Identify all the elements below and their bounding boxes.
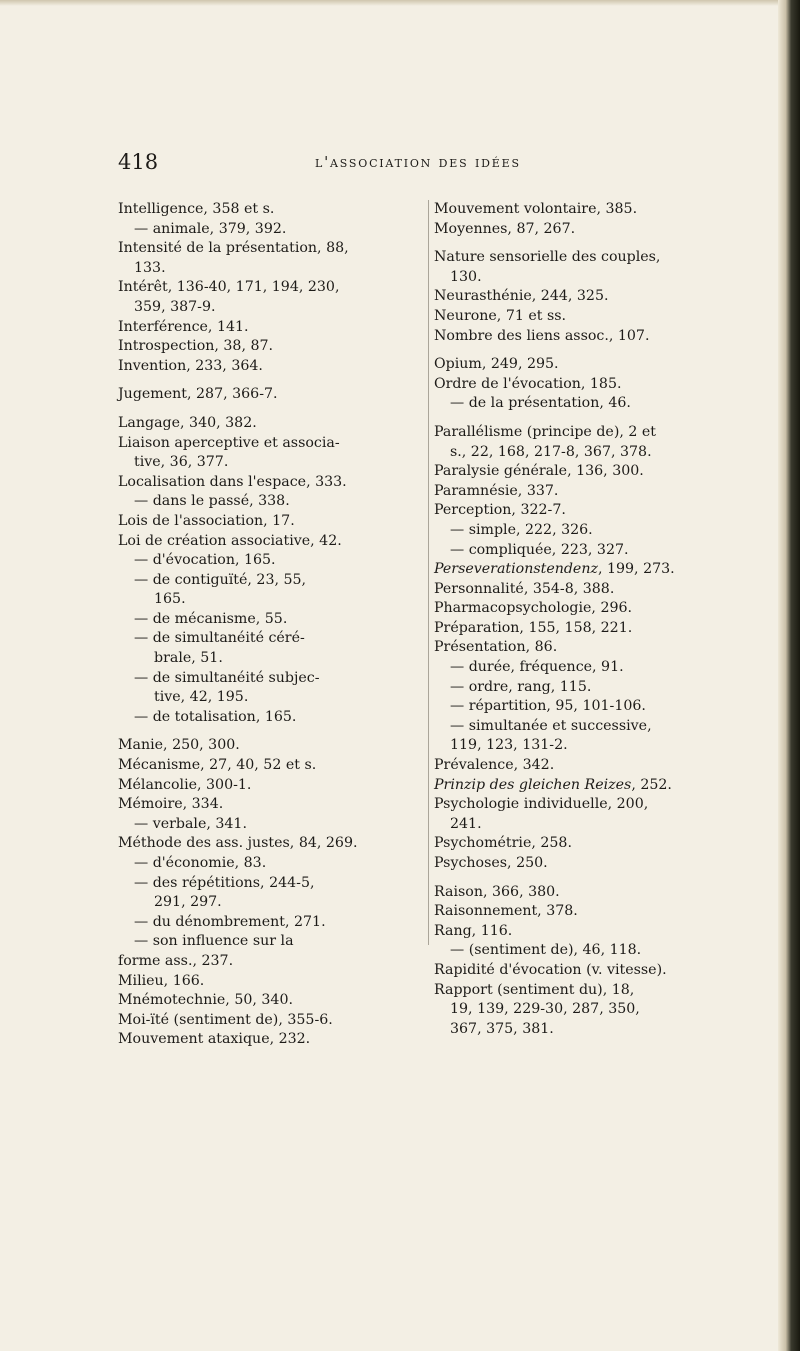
index-entry: tive, 42, 195.	[154, 689, 249, 706]
page-top-shadow	[0, 0, 800, 6]
index-entry: 291, 297.	[154, 894, 222, 911]
index-entry: Interférence, 141.	[118, 318, 249, 335]
page-header	[118, 150, 778, 186]
index-entry: Ordre de l'évocation, 185.	[434, 375, 622, 392]
index-entry: Raisonnement, 378.	[434, 903, 578, 920]
index-entry: Intérêt, 136-40, 171, 194, 230,	[118, 279, 340, 296]
index-entry: brale, 51.	[154, 650, 223, 667]
index-entry: s., 22, 168, 217-8, 367, 378.	[450, 443, 652, 460]
index-entry: — compliquée, 223, 327.	[450, 541, 629, 558]
index-entry: — de simultanéité céré-	[134, 630, 305, 647]
index-entry: Mouvement ataxique, 232.	[118, 1031, 311, 1048]
index-entry: Intensité de la présentation, 88,	[118, 240, 349, 257]
index-entry: Psychologie individuelle, 200,	[434, 796, 649, 813]
index-entry: tive, 36, 377.	[134, 454, 229, 471]
index-entry: Nature sensorielle des couples,	[434, 249, 661, 266]
index-entry: — de contiguïté, 23, 55,	[134, 571, 307, 588]
index-entry: 367, 375, 381.	[450, 1020, 554, 1037]
index-entry: Intelligence, 358 et s.	[118, 201, 275, 217]
index-entry: Introspection, 38, 87.	[118, 338, 274, 355]
index-entry: Mécanisme, 27, 40, 52 et s.	[118, 757, 317, 774]
index-entry: — de totalisation, 165.	[134, 708, 297, 725]
index-entry: Parallélisme (principe de), 2 et	[434, 423, 657, 440]
index-entry: Mémoire, 334.	[118, 796, 224, 813]
index-entry: Jugement, 287, 366-7.	[118, 386, 278, 403]
index-entry: Langage, 340, 382.	[118, 414, 257, 431]
index-entry: Paralysie générale, 136, 300.	[434, 463, 644, 480]
index-entry: — des répétitions, 244-5,	[134, 874, 315, 891]
index-entry: Raison, 366, 380.	[434, 883, 560, 900]
index-entry: 19, 139, 229-30, 287, 350,	[450, 1001, 640, 1018]
index-entry: — (sentiment de), 46, 118.	[450, 942, 642, 959]
index-entry: Psychométrie, 258.	[434, 835, 572, 852]
index-entry: — de simultanéité subjec-	[134, 669, 320, 686]
index-entry: — du dénombrement, 271.	[134, 913, 326, 930]
index-entry: Mélancolie, 300-1.	[118, 776, 252, 793]
index-entry: Moyennes, 87, 267.	[434, 220, 576, 237]
running-title: l'association des idées	[315, 153, 521, 171]
index-entry: 359, 387-9.	[134, 298, 216, 315]
index-column-right	[434, 200, 784, 1039]
index-entry: Mouvement volontaire, 385.	[434, 201, 638, 217]
index-entry: 130.	[450, 268, 482, 285]
index-entry: 241.	[450, 815, 482, 832]
index-entry: — simple, 222, 326.	[450, 521, 593, 538]
index-entry: — d'évocation, 165.	[134, 552, 276, 569]
index-entry: Rapidité d'évocation (v. vitesse).	[434, 961, 667, 978]
index-entry: — dans le passé, 338.	[134, 493, 290, 510]
index-entry: Paramnésie, 337.	[434, 482, 559, 499]
index-entry: Manie, 250, 300.	[118, 737, 240, 754]
index-entry: Neurone, 71 et ss.	[434, 307, 567, 324]
index-entry: — de mécanisme, 55.	[134, 610, 288, 627]
index-entry: Personnalité, 354-8, 388.	[434, 580, 615, 597]
index-entry: Neurasthénie, 244, 325.	[434, 288, 609, 305]
index-entry: Rang, 116.	[434, 922, 513, 939]
index-entry: forme ass., 237.	[118, 952, 234, 969]
index-entry: — simultanée et successive,	[450, 717, 652, 734]
index-entry: — durée, fréquence, 91.	[450, 659, 624, 676]
index-entry: Loi de création associative, 42.	[118, 532, 342, 549]
index-entry: Perseverationstendenz, 199, 273.	[434, 561, 675, 578]
index-entry: Moi-ïté (sentiment de), 355-6.	[118, 1011, 333, 1028]
index-entry: Invention, 233, 364.	[118, 357, 263, 374]
index-entry: Présentation, 86.	[434, 639, 558, 656]
index-entry: Opium, 249, 295.	[434, 356, 559, 373]
index-entry: Liaison aperceptive et associa-	[118, 434, 340, 451]
index-entry: Préparation, 155, 158, 221.	[434, 619, 633, 636]
index-entry: Perception, 322-7.	[434, 502, 566, 519]
index-entry: Rapport (sentiment du), 18,	[434, 981, 635, 998]
index-entry: — d'économie, 83.	[134, 855, 267, 871]
index-entry: 119, 123, 131-2.	[450, 737, 568, 754]
index-entry: — ordre, rang, 115.	[450, 678, 592, 695]
index-entry: — animale, 379, 392.	[134, 220, 287, 237]
index-entry: — verbale, 341.	[134, 815, 247, 832]
column-divider	[428, 200, 429, 945]
page-number: 418	[118, 150, 159, 174]
index-entry: — son influence sur la	[134, 933, 294, 950]
index-entry: Prévalence, 342.	[434, 757, 555, 774]
index-entry: Lois de l'association, 17.	[118, 512, 295, 529]
index-entry: Prinzip des gleichen Reizes, 252.	[434, 776, 672, 793]
index-column-left	[118, 200, 424, 1050]
index-entry: — de la présentation, 46.	[450, 395, 631, 412]
index-entry: Nombre des liens assoc., 107.	[434, 327, 650, 344]
index-entry: Milieu, 166.	[118, 972, 205, 989]
index-entry: Pharmacopsychologie, 296.	[434, 600, 633, 617]
index-entry: Méthode des ass. justes, 84, 269.	[118, 835, 358, 852]
index-entry: 133.	[134, 259, 166, 276]
index-entry: Psychoses, 250.	[434, 855, 548, 871]
index-entry: Localisation dans l'espace, 333.	[118, 473, 347, 490]
index-entry: — répartition, 95, 101-106.	[450, 698, 646, 715]
index-entry: 165.	[154, 591, 186, 608]
index-entry: Mnémotechnie, 50, 340.	[118, 992, 293, 1009]
